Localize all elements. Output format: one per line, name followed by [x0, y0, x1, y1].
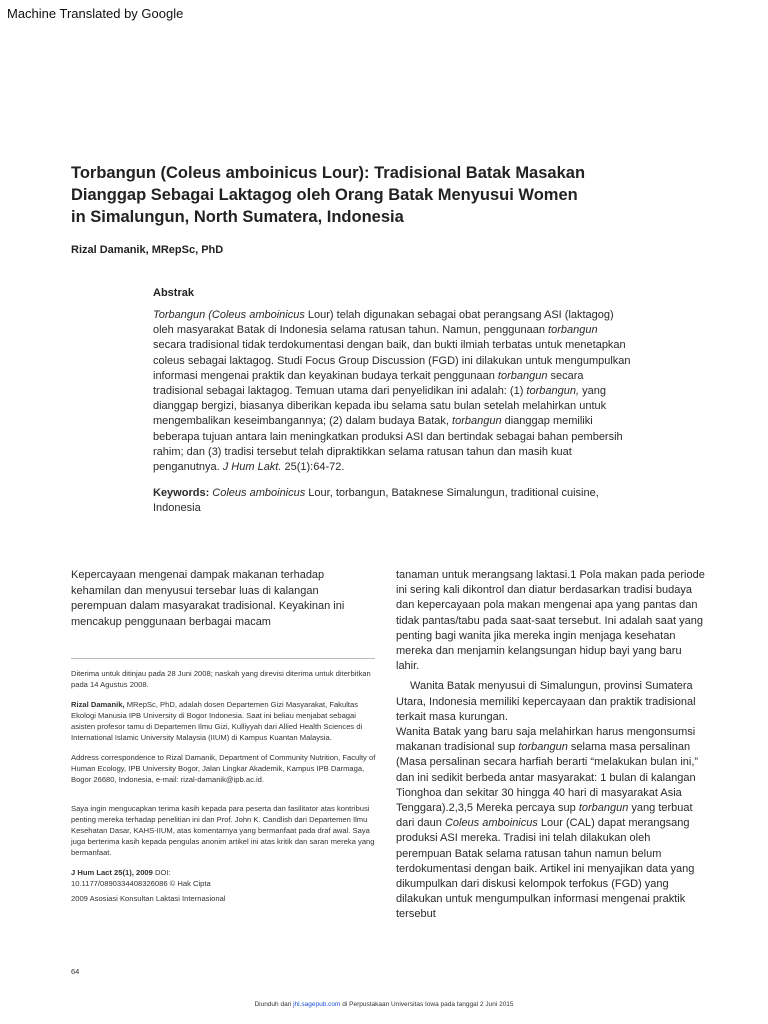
keywords-label: Keywords:: [153, 487, 210, 499]
body-paragraph-1: tanaman untuk merangsang laktasi.1 Pola makan pada periode ini sering kali dikontrol dan diatur berdasarkan tradisi budaya dan kepercayaan pola makan mengenai apa yang pantas dan tidak pantas/tabu pada saat-saat tersebut. Ini adalah saat yang penting bagi wanita jika mereka ingin menjaga kesehatan mereka dan menjamin kelangsungan hidup bayi yang baru lahir.: [396, 569, 705, 673]
abstract-italic-term: torbangun,: [526, 385, 580, 398]
journal-citation: J Hum Lact 25(1), 2009: [71, 868, 153, 877]
author-note-name: Rizal Damanik,: [71, 700, 125, 709]
body-text: Wanita Batak yang baru saja melahirkan harus mengonsumsi makanan tradisional sup: [396, 726, 696, 754]
body-italic-term: Coleus amboinicus: [444, 817, 538, 830]
right-column: [396, 568, 706, 923]
intro-paragraph: Kepercayaan mengenai dampak makanan terhadap kehamilan dan menyusui tersebar luas di kalangan perempuan dalam masyarakat tradisional. Keyakinan ini mencakup penggunaan berbagai macam: [71, 569, 345, 628]
abstract-text: secara tradisional tidak terdokumentasi dengan baik, dan bukti ilmiah terbatas untuk menetapkan coleus sebagai laktagog. Studi Focus Group Discussion (FGD) ini dilakukan untuk mengumpulkan informasi mengenai praktik dan keyakinan budaya terkait penggunaan: [153, 339, 631, 382]
abstract-text: Lour) telah digunakan sebagai obat perangsang ASI (laktagog) oleh masyarakat Batak di Indonesia selama ratusan tahun. Namun, penggunaan: [153, 309, 614, 337]
copyright-note: 2009 Asosiasi Konsultan Laktasi Internasional: [71, 894, 226, 903]
abstract-text: yang dianggap bergizi, biasanya diberikan kepada ibu selama satu bulan setelah melahirkan untuk mengembalikan keseimbangannya; (2) dalam budaya Batak,: [153, 385, 607, 428]
abstract-citation: J Hum Lakt.: [222, 461, 282, 474]
page-number: 64: [71, 967, 80, 976]
body-text: Lour (CAL) dapat merangsang produksi ASI mereka. Tradisi ini telah dilakukan oleh perempuan Batak selama ratusan tahun namun belum terdokumentasi dengan baik. Artikel ini menyajikan data yang dikumpulkan dari diskusi kelompok terfokus (FGD) yang dilakukan untuk mengumpulkan informasi mengenai praktik tersebut: [396, 817, 695, 921]
body-italic-term: torbangun: [578, 802, 629, 815]
body-italic-term: torbangun: [518, 741, 568, 754]
doi-label: DOI:: [152, 868, 171, 877]
article-title: Torbangun (Coleus amboinicus Lour): Tradisional Batak Masakan Dianggap Sebagai Laktagog oleh Orang Batak Menyusui Women in Simalungun, North Sumatera, Indonesia: [71, 164, 586, 226]
keywords-list: Lour, torbangun, Bataknese Simalungun, traditional cuisine, Indonesia: [153, 487, 599, 514]
abstract-italic-term: torbangun: [452, 415, 502, 428]
keywords-italic: Coleus amboinicus: [209, 487, 306, 499]
body-text: yang terbuat dari daun: [396, 802, 693, 830]
author-note-bio: MRepSc, PhD, adalah dosen Departemen Gizi Masyarakat, Fakultas Ekologi Manusia IPB University di Bogor Indonesia. Saat ini beliau menjabat sebagai asisten profesor tamu di Departemen Ilmu Gizi, Kulliyyah dari Allied Health Sciences di International Islamic University Malaysia (IIUM) di Kampus Kuantan Malaysia.: [71, 700, 363, 742]
body-paragraph-2: Wanita Batak menyusui di Simalungun, provinsi Sumatera Utara, Indonesia memiliki kepercayaan dan praktik tradisional terkait masa kurungan.: [396, 680, 696, 723]
footnote-divider: [71, 658, 375, 659]
doi-value: 10.1177/0890334408326086 © Hak Cipta: [71, 879, 211, 888]
download-footer: [0, 1001, 768, 1008]
abstract-body: [153, 308, 633, 475]
abstract-italic-term: Torbangun (Coleus amboinicus: [153, 309, 305, 321]
machine-translation-banner: Machine Translated by Google: [7, 6, 184, 21]
journal-reference: [71, 867, 377, 889]
received-note: Diterima untuk ditinjau pada 28 Juni 2008; naskah yang direvisi diterima untuk diterbitkan pada 14 Agustus 2008.: [71, 669, 371, 689]
acknowledgement-note: Saya ingin mengucapkan terima kasih kepada para peserta dan fasilitator atas kontribusi penting mereka terhadap penelitian ini dan Prof. John K. Candlish dari Departemen Ilmu Kesehatan Dasar, KAHS-IIUM, atas komentarnya yang bermanfaat pada draf awal. Saya juga berterima kasih kepada pengulas anonim artikel ini atas kritik dan saran mereka yang bermanfaat.: [71, 804, 375, 857]
body-paragraph-3: [396, 725, 706, 923]
author-line: Rizal Damanik, MRepSc, PhD: [71, 244, 224, 256]
abstract-text: dianggap memiliki beberapa tujuan antara lain meningkatkan produksi ASI dan bertindak sebagai bahan pembersih rahim; dan (3) tradisi tersebut telah dipraktikkan selama ratusan tahun dan masih kuat penganutnya.: [153, 415, 623, 474]
abstract-heading: Abstrak: [153, 287, 194, 299]
abstract-text: secara tradisional sebagai laktagog. Temuan utama dari penyelidikan ini adalah: (1): [153, 369, 584, 398]
address-note: Address correspondence to Rizal Damanik, Department of Community Nutrition, Faculty of Human Ecology, IPB University Bogor, Jalan Lingkar Akademik, Kampus IPB Darmaga, Bogor 26680, Indonesia, e-mail: rizal-damanik@ipb.ac.id.: [71, 753, 376, 784]
abstract-citation-detail: 25(1):64-72.: [281, 461, 345, 474]
abstract-italic-term: torbangun: [497, 369, 548, 382]
author-note: [71, 699, 377, 743]
keywords: [153, 486, 613, 516]
footnotes: [71, 668, 377, 913]
body-text: selama masa persalinan (Masa persalinan secara harfiah berarti “melakukan bulan ini,” dan ini sedikit berbeda antar masyarakat: 1 bulan di kalangan Tionghoa dan sekitar 30 hingga 40 hari di masyarakat Asia Tenggara).2,3,5 Mereka percaya sup: [396, 741, 699, 815]
footer-prefix: Diunduh dari: [254, 1001, 294, 1008]
abstract-italic-term: torbangun: [548, 324, 598, 337]
footer-suffix: di Perpustakaan Universitas Iowa pada tanggal 2 Juni 2015: [340, 1001, 514, 1008]
footer-link[interactable]: jhl.sagepub.com: [293, 1001, 341, 1008]
